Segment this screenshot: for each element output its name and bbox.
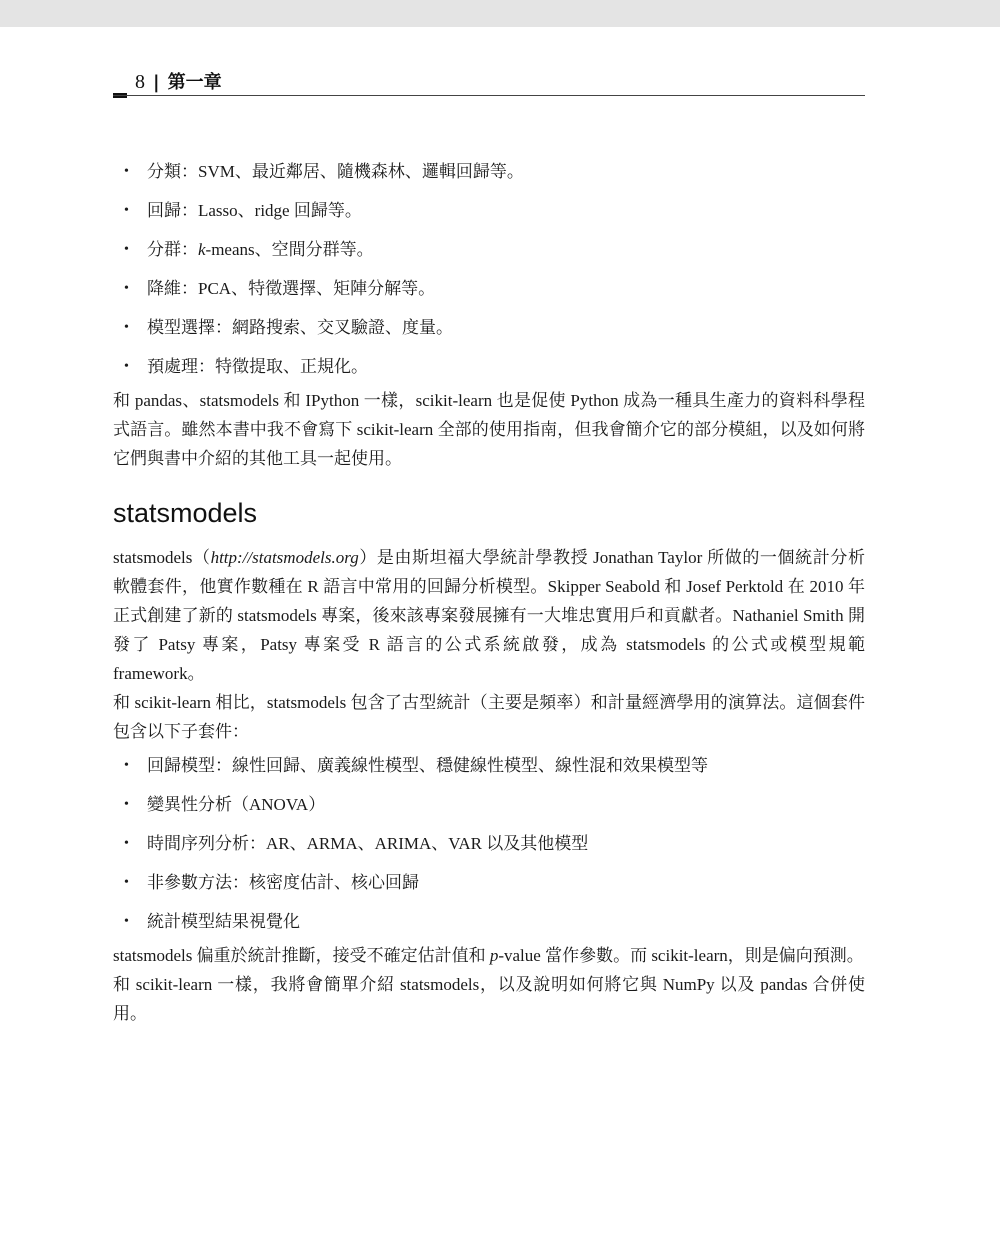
- list-item: [113, 863, 865, 902]
- sklearn-paragraph: 和 pandas、statsmodels 和 IPython 一樣，scikit-learn 也是促使 Python 成為一種具生產力的資料科學程式語言。雖然本書中我不會寫下 scikit-learn 全部的使用指南，但我會簡介它的部分模組，以及如何將它們與書中介紹的其他工具一起使用。: [113, 391, 865, 468]
- list-item: [113, 308, 865, 347]
- bullet-icon: •: [124, 914, 129, 929]
- list-item: [113, 347, 865, 386]
- p-value-italic: p: [489, 946, 499, 965]
- statsmodels-inference-paragraph: [113, 941, 865, 970]
- list-item: [113, 746, 865, 785]
- list-item-text: 非參數方法：核密度估計、核心回歸: [147, 873, 419, 892]
- viewer-top-strip: [0, 0, 1000, 27]
- statsmodels-comparison-paragraph: 和 scikit-learn 相比，statsmodels 包含了古型統計（主要是頻率）和計量經濟學用的演算法。這個套件包含以下子套件：: [113, 693, 865, 741]
- list-item: [113, 785, 865, 824]
- statsmodels-intro-paragraph: [113, 543, 865, 688]
- running-head: [135, 68, 222, 94]
- list-item-text: 統計模型結果視覺化: [147, 912, 300, 931]
- bullet-icon: •: [124, 164, 129, 179]
- list-item-text: 預處理：特徵提取、正規化。: [147, 357, 368, 376]
- list-item-text: 分群：k-means、空間分群等。: [147, 240, 374, 259]
- list-item-text: 回歸：Lasso、ridge 回歸等。: [147, 201, 362, 220]
- bullet-icon: •: [124, 836, 129, 851]
- list-item: [113, 902, 865, 941]
- bullet-icon: •: [124, 758, 129, 773]
- sklearn-feature-list: [113, 152, 865, 386]
- intro-text-start: statsmodels（: [113, 548, 211, 567]
- list-item: [113, 824, 865, 863]
- statsmodels-url-link[interactable]: http://statsmodels.org: [210, 548, 359, 567]
- list-item: [113, 191, 865, 230]
- list-item-text: 模型選擇：網路搜索、交叉驗證、度量。: [147, 318, 453, 337]
- list-item-text: 降維：PCA、特徵選擇、矩陣分解等。: [147, 279, 436, 298]
- header-separator: |: [153, 72, 160, 93]
- bullet-icon: •: [124, 320, 129, 335]
- list-item-text: 變異性分析（ANOVA）: [147, 795, 326, 814]
- inference-text-start: statsmodels 偏重於統計推斷，接受不確定估計值和: [113, 946, 490, 965]
- bullet-icon: •: [124, 242, 129, 257]
- page-number: 8: [135, 71, 145, 93]
- statsmodels-closing-paragraph: 和 scikit-learn 一樣，我將會簡單介紹 statsmodels，以及說明如何將它與 NumPy 以及 pandas 合併使用。: [113, 975, 865, 1023]
- chapter-title: 第一章: [167, 72, 222, 93]
- list-item-text: 時間序列分析：AR、ARMA、ARIMA、VAR 以及其他模型: [147, 834, 589, 853]
- list-item: [113, 152, 865, 191]
- list-item: [113, 230, 865, 269]
- page-header: [113, 64, 865, 98]
- list-item-text: 回歸模型：線性回歸、廣義線性模型、穩健線性模型、線性混和效果模型等: [147, 756, 708, 775]
- bullet-icon: •: [124, 797, 129, 812]
- intro-text-rest: ）是由斯坦福大學統計學教授 Jonathan Taylor 所做的一個統計分析軟體套件，他實作數種在 R 語言中常用的回歸分析模型。Skipper Seabold 和 Josef Perktold 在 2010 年正式創建了新的 statsmodels 專案，後來該專案發展擁有一大堆忠實用戶和貢獻者。Nathaniel Smith 開發了 Patsy 專案，Patsy 專案受 R 語言的公式系統啟發，成為 statsmodels 的公式或模型規範 framework。: [113, 548, 865, 683]
- page-body: [113, 152, 865, 1028]
- bullet-icon: •: [124, 281, 129, 296]
- header-rule: [113, 95, 865, 96]
- inference-text-rest: -value 當作參數。而 scikit-learn，則是偏向預測。: [498, 946, 864, 965]
- list-item: [113, 269, 865, 308]
- section-heading: statsmodels: [113, 498, 258, 528]
- bullet-icon: •: [124, 875, 129, 890]
- statsmodels-subpackage-list: [113, 746, 865, 941]
- bullet-icon: •: [124, 359, 129, 374]
- bullet-icon: •: [124, 203, 129, 218]
- list-item-text: 分類：SVM、最近鄰居、隨機森林、邏輯回歸等。: [147, 162, 524, 181]
